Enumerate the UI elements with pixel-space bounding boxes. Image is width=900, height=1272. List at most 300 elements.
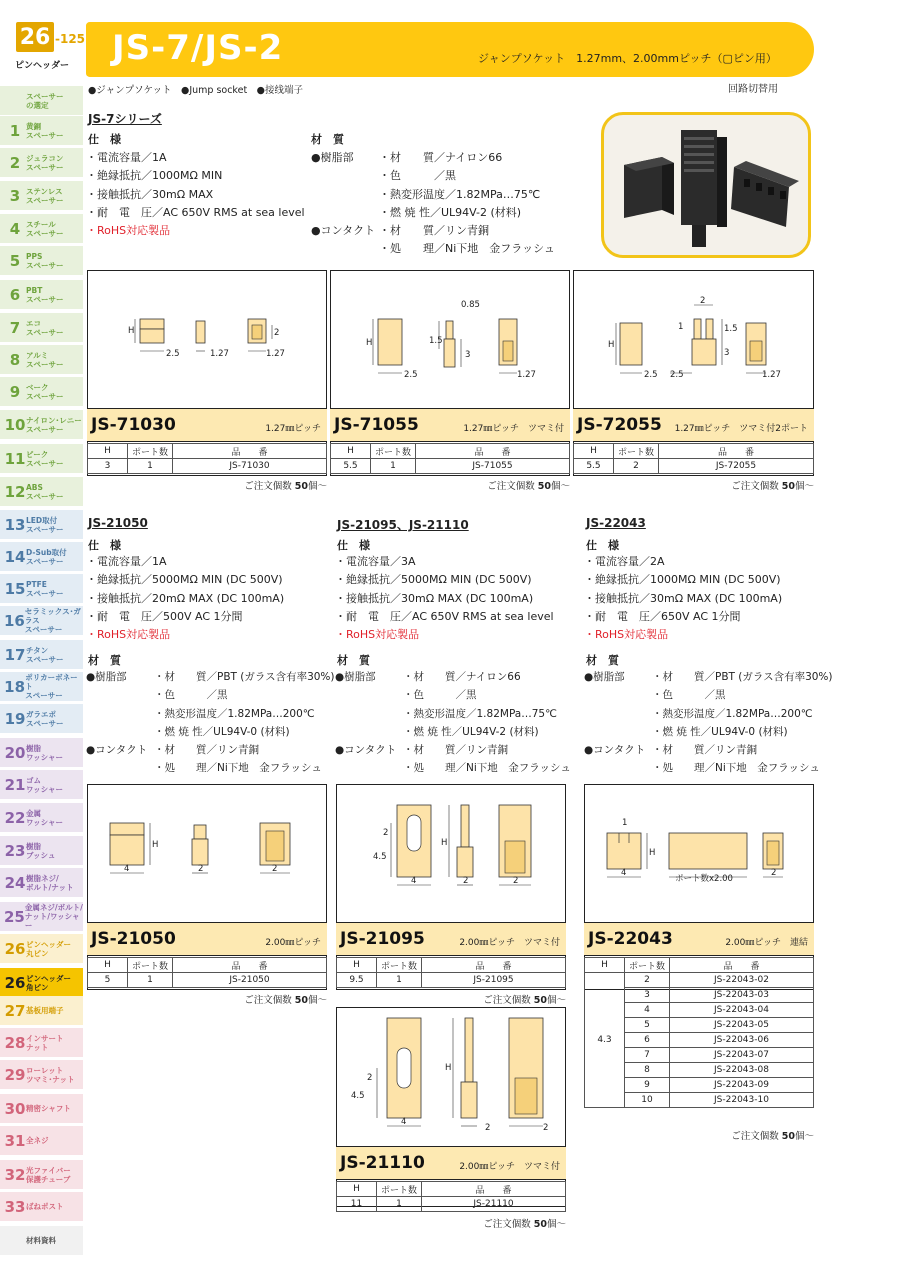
spec-line: ・接触抵抗／30mΩ MAX (DC 100mA) bbox=[335, 591, 534, 605]
sidebar-item-label: 樹脂 ブッシュ bbox=[26, 841, 56, 860]
th-ports: ポート数 bbox=[128, 958, 173, 973]
material-value: ・色 ／黒 bbox=[403, 689, 477, 702]
spec-line: ・電流容量／3A bbox=[335, 555, 416, 568]
dim-h: H bbox=[445, 1063, 452, 1073]
sidebar-item-number: 15 bbox=[4, 579, 26, 598]
series-title: JS-21095、JS-21110 bbox=[337, 518, 469, 532]
sidebar-item-label: PBT スペーサー bbox=[26, 285, 64, 304]
part-number: JS-21110 bbox=[340, 1153, 425, 1173]
sidebar-item[interactable] bbox=[0, 934, 83, 964]
sidebar-item[interactable] bbox=[0, 377, 83, 407]
spec-label: 仕 様 bbox=[586, 539, 619, 552]
material-part: ●樹脂部 bbox=[311, 151, 354, 164]
material-part bbox=[311, 240, 379, 258]
keyword-bullets: ●ジャンプソケット ●Jump socket ●接线端子 bbox=[88, 85, 303, 96]
material-value: ・処 理／Ni下地 金フラッシュ bbox=[652, 762, 820, 775]
dim-3: 3 bbox=[724, 348, 730, 358]
part-bar-js21110 bbox=[336, 1146, 566, 1180]
th-ports: ポート数 bbox=[371, 444, 416, 459]
material-value: ・材 質／PBT (ガラス含有率30%) bbox=[154, 671, 335, 683]
sidebar-item-number: 26 bbox=[4, 939, 26, 958]
th-pn: 品 番 bbox=[173, 958, 327, 973]
dim-2: 2 bbox=[771, 868, 777, 878]
part-pitch: 1.27㎜ピッチ ツマミ付 bbox=[463, 424, 564, 434]
sidebar-item-label: ステンレス スペーサー bbox=[26, 186, 64, 205]
th-h: H bbox=[337, 958, 377, 973]
table-js21110 bbox=[336, 1181, 566, 1212]
sidebar-item[interactable] bbox=[0, 704, 83, 734]
sidebar-item-label: 金属 ワッシャー bbox=[26, 808, 63, 827]
sidebar-item-number: 1 bbox=[9, 121, 21, 140]
spec-list bbox=[86, 553, 284, 644]
sidebar-item-number: 19 bbox=[4, 709, 26, 728]
sidebar-item[interactable] bbox=[0, 510, 83, 540]
material-line bbox=[584, 723, 833, 741]
th-h: H bbox=[337, 1182, 377, 1197]
dim-2-5: 2.5 bbox=[404, 370, 418, 380]
dim-2: 2 bbox=[198, 864, 204, 874]
sidebar-item[interactable] bbox=[0, 868, 83, 898]
sidebar-item-number: 25 bbox=[4, 907, 25, 926]
sidebar-item-number: 30 bbox=[4, 1099, 26, 1118]
rohs-note: ・RoHS対応製品 bbox=[86, 224, 171, 238]
dim-4: 4 bbox=[411, 876, 417, 886]
js7-spec-list bbox=[86, 149, 305, 240]
material-value: ・色 ／黒 bbox=[379, 169, 456, 183]
order-note: ご注文個数 50個～ bbox=[487, 481, 570, 492]
part-number: JS-71055 bbox=[334, 415, 419, 435]
sidebar-item[interactable] bbox=[0, 1226, 83, 1256]
sidebar-item[interactable] bbox=[0, 770, 83, 800]
material-part bbox=[335, 759, 403, 777]
sidebar-item[interactable] bbox=[0, 996, 83, 1026]
sidebar-item[interactable] bbox=[0, 574, 83, 604]
dim-2c: 2 bbox=[543, 1123, 549, 1133]
spec-label: 仕 様 bbox=[337, 539, 370, 552]
sidebar-item-number: 10 bbox=[4, 415, 26, 434]
sidebar-item-label: ばねポスト bbox=[26, 1202, 64, 1211]
material-value: ・燃 焼 性／UL94V-0 (材料) bbox=[652, 725, 788, 738]
part-bar-js71055 bbox=[330, 408, 570, 442]
material-line bbox=[335, 668, 571, 686]
dim-2: 2 bbox=[367, 1073, 373, 1083]
sidebar-item[interactable] bbox=[0, 1126, 83, 1156]
sidebar-item-label: PTFE スペーサー bbox=[26, 579, 64, 598]
height-cell: 4.3 bbox=[585, 973, 625, 1108]
sidebar-item[interactable] bbox=[0, 1028, 83, 1058]
spec-line: ・電流容量／2A bbox=[584, 555, 665, 568]
material-label: 材 質 bbox=[586, 654, 619, 667]
sidebar-item-label: 黄銅 スペーサー bbox=[26, 121, 64, 140]
page-number: 26 bbox=[16, 22, 54, 52]
th-pn: 品 番 bbox=[422, 958, 566, 973]
dim-1: 1 bbox=[622, 818, 628, 828]
material-part bbox=[86, 759, 154, 777]
spec-line: ・耐 電 圧／AC 650V RMS at sea level bbox=[335, 609, 554, 623]
order-note: ご注文個数 50個～ bbox=[244, 995, 327, 1006]
th-pn: 品 番 bbox=[416, 444, 570, 459]
material-value: ・材 質／ナイロン66 bbox=[379, 151, 503, 164]
sidebar-item-number: 16 bbox=[4, 611, 25, 630]
sidebar-item-label: 樹脂ネジ/ ボルト/ナット bbox=[26, 873, 74, 892]
material-line bbox=[335, 741, 571, 759]
dim-1-27: 1.27 bbox=[762, 370, 781, 380]
sidebar-item-label: ガラエポ スペーサー bbox=[26, 709, 64, 728]
material-value: ・燃 焼 性／UL94V-0 (材料) bbox=[154, 725, 290, 738]
th-h: H bbox=[331, 444, 371, 459]
material-part bbox=[335, 705, 403, 723]
sidebar-item-label: ピーク スペーサー bbox=[26, 449, 64, 468]
part-bar-js21095 bbox=[336, 922, 566, 956]
material-line bbox=[584, 705, 833, 723]
dim-ports: ポート数x2.00 bbox=[675, 874, 733, 884]
dim-4: 4 bbox=[621, 868, 627, 878]
material-value: ・燃 焼 性／UL94V-2 (材料) bbox=[403, 725, 539, 738]
dim-2b: 2 bbox=[463, 876, 469, 886]
part-pitch: 2.00㎜ピッチ ツマミ付 bbox=[459, 938, 560, 948]
part-bar-js21050 bbox=[87, 922, 327, 956]
material-value: ・処 理／Ni下地 金フラッシュ bbox=[154, 762, 322, 775]
spec-line: ・電流容量／1A bbox=[86, 151, 167, 164]
material-line bbox=[311, 149, 555, 167]
sidebar-item[interactable] bbox=[0, 477, 83, 507]
material-part bbox=[311, 204, 379, 222]
material-value: ・材 質／PBT (ガラス含有率30%) bbox=[652, 671, 833, 683]
sidebar-item[interactable] bbox=[0, 1160, 83, 1190]
dim-0-85: 0.85 bbox=[461, 300, 480, 310]
order-note: ご注文個数 50個～ bbox=[731, 1131, 814, 1142]
sidebar-item[interactable] bbox=[0, 836, 83, 866]
th-pn: 品 番 bbox=[173, 444, 327, 459]
dim-1-5: 1.5 bbox=[429, 336, 443, 346]
sidebar-item-label: 材料資料 bbox=[26, 1236, 56, 1245]
material-line bbox=[335, 723, 571, 741]
js7-series-title: JS-7シリーズ bbox=[88, 112, 162, 126]
sidebar-item-number: 29 bbox=[4, 1065, 26, 1084]
sidebar-item-label: ABS スペーサー bbox=[26, 482, 64, 501]
material-part bbox=[584, 723, 652, 741]
table-row: 3 JS-22043-03 bbox=[585, 988, 814, 1003]
sidebar-item-number: 5 bbox=[9, 251, 21, 270]
material-line bbox=[86, 723, 335, 741]
material-part bbox=[86, 723, 154, 741]
sidebar-item-number: 8 bbox=[9, 350, 21, 369]
dim-2-5b: 2.5 bbox=[670, 370, 684, 380]
sidebar-item-number: 14 bbox=[4, 547, 26, 566]
sidebar-item[interactable] bbox=[0, 280, 83, 310]
sidebar-item-number: 18 bbox=[4, 677, 26, 696]
table-row: 10 JS-22043-10 bbox=[585, 1093, 814, 1108]
material-line bbox=[311, 222, 555, 240]
dim-4: 4 bbox=[124, 864, 130, 874]
part-pitch: 1.27㎜ピッチ bbox=[265, 424, 321, 434]
dim-h: H bbox=[366, 338, 373, 348]
table-row: 5.5 2 JS-72055 bbox=[574, 459, 814, 474]
sidebar-item-number: 24 bbox=[4, 873, 26, 892]
material-line bbox=[311, 204, 555, 222]
sidebar-item[interactable] bbox=[0, 246, 83, 276]
sidebar-item[interactable] bbox=[0, 86, 83, 116]
sidebar-item-label: 金属ネジ/ボルト/ ナット/ワッシャー bbox=[24, 903, 83, 930]
sidebar-item[interactable] bbox=[0, 672, 83, 702]
material-line bbox=[584, 686, 833, 704]
dim-4-5: 4.5 bbox=[373, 852, 387, 862]
material-line bbox=[86, 759, 335, 777]
table-js71055 bbox=[330, 443, 570, 474]
sidebar-item-label: ゴム ワッシャー bbox=[26, 775, 63, 794]
material-value: ・材 質／リン青銅 bbox=[379, 224, 489, 238]
dim-2b: 2 bbox=[272, 864, 278, 874]
material-value: ・処 理／Ni下地 金フラッシュ bbox=[379, 242, 555, 256]
material-line bbox=[584, 759, 833, 777]
material-part: ●樹脂部 bbox=[335, 671, 376, 683]
sidebar-item-number: 13 bbox=[4, 515, 26, 534]
sidebar-item[interactable] bbox=[0, 1060, 83, 1090]
material-list bbox=[584, 668, 833, 778]
material-line bbox=[311, 186, 555, 204]
material-value: ・材 質／リン青銅 bbox=[652, 744, 757, 757]
material-part bbox=[584, 759, 652, 777]
material-part bbox=[86, 686, 154, 704]
sidebar-item[interactable] bbox=[0, 313, 83, 343]
sidebar-item[interactable] bbox=[0, 542, 83, 572]
spec-label: 仕 様 bbox=[88, 539, 121, 552]
sidebar-item-label: チタン スペーサー bbox=[26, 645, 64, 664]
dim-h: H bbox=[608, 340, 615, 350]
sidebar-item-label: 樹脂 ワッシャー bbox=[26, 743, 63, 762]
sidebar-item-label: LED取付 スペーサー bbox=[26, 515, 64, 534]
material-value: ・燃 焼 性／UL94V-2 (材料) bbox=[379, 205, 522, 219]
material-label: 材 質 bbox=[337, 654, 370, 667]
spec-line: ・耐 電 圧／500V AC 1分間 bbox=[86, 609, 243, 623]
table-row: 6 JS-22043-06 bbox=[585, 1033, 814, 1048]
dim-2: 2 bbox=[383, 828, 389, 838]
dim-h: H bbox=[441, 838, 448, 848]
table-row: 5 JS-22043-05 bbox=[585, 1018, 814, 1033]
category-label: ピンヘッダー bbox=[15, 61, 70, 71]
material-line bbox=[86, 705, 335, 723]
table-row: 4 JS-22043-04 bbox=[585, 1003, 814, 1018]
sidebar-item-number: 27 bbox=[4, 1001, 26, 1020]
sidebar-item-number: 28 bbox=[4, 1033, 26, 1052]
usage-label: 回路切替用 bbox=[728, 84, 778, 95]
sidebar-item-number: 7 bbox=[9, 318, 21, 337]
table-row: 5 1 JS-21050 bbox=[88, 973, 327, 988]
material-part bbox=[86, 705, 154, 723]
part-number: JS-72055 bbox=[577, 415, 662, 435]
sidebar-item[interactable] bbox=[0, 640, 83, 670]
material-part: ●コンタクト bbox=[311, 224, 376, 238]
sidebar bbox=[0, 0, 86, 1272]
sidebar-item[interactable] bbox=[0, 116, 83, 146]
spec-line: ・絶縁抵抗／1000MΩ MIN (DC 500V) bbox=[584, 573, 781, 587]
page-subtitle: ジャンプソケット 1.27mm、2.00mmピッチ（▢ピン用） bbox=[478, 52, 777, 65]
table-js72055 bbox=[573, 443, 814, 474]
th-ports: ポート数 bbox=[614, 444, 659, 459]
sidebar-item-label: ジュラコン スペーサー bbox=[26, 153, 64, 172]
sidebar-item-number: 33 bbox=[4, 1197, 26, 1216]
material-value: ・色 ／黒 bbox=[154, 689, 228, 702]
sidebar-item-label: インサート ナット bbox=[26, 1033, 64, 1052]
sidebar-item-label: 全ネジ bbox=[26, 1136, 49, 1145]
js7-material-label: 材 質 bbox=[311, 133, 344, 146]
dim-2: 2 bbox=[700, 296, 706, 306]
dim-2b: 2 bbox=[485, 1123, 491, 1133]
dim-1-27: 1.27 bbox=[210, 349, 229, 359]
sidebar-item[interactable] bbox=[0, 902, 83, 932]
material-part: ●コンタクト bbox=[86, 744, 148, 757]
spec-list bbox=[584, 553, 782, 644]
spec-line: ・電流容量／1A bbox=[86, 555, 167, 568]
sidebar-item-label: 光ファイバー 保護チューブ bbox=[26, 1165, 71, 1184]
dim-4: 4 bbox=[401, 1117, 407, 1127]
part-pitch: 2.00㎜ピッチ 連結 bbox=[725, 938, 808, 948]
sidebar-item[interactable] bbox=[0, 1192, 83, 1222]
material-value: ・熱変形温度／1.82MPa…75℃ bbox=[403, 707, 557, 720]
dim-2: 2 bbox=[274, 328, 280, 338]
sidebar-item-label: 精密シャフト bbox=[26, 1104, 71, 1113]
material-value: ・色 ／黒 bbox=[652, 689, 726, 702]
sidebar-item-label: D-Sub取付 スペーサー bbox=[26, 547, 67, 566]
table-row: 5.5 1 JS-71055 bbox=[331, 459, 570, 474]
dim-1-5: 1.5 bbox=[724, 324, 738, 334]
sidebar-item[interactable] bbox=[0, 803, 83, 833]
dim-1-27: 1.27 bbox=[517, 370, 536, 380]
sidebar-item-number: 4 bbox=[9, 219, 21, 238]
dim-1: 1 bbox=[678, 322, 684, 332]
sidebar-item-number: 9 bbox=[9, 382, 21, 401]
sidebar-item-label: ベーク スペーサー bbox=[26, 382, 64, 401]
material-part: ●コンタクト bbox=[584, 744, 646, 757]
part-number: JS-21095 bbox=[340, 929, 425, 949]
dim-2-5: 2.5 bbox=[166, 349, 180, 359]
material-value: ・熱変形温度／1.82MPa…75℃ bbox=[379, 187, 541, 201]
series-title: JS-22043 bbox=[586, 516, 646, 530]
table-js22043 bbox=[584, 957, 814, 1108]
material-line bbox=[335, 686, 571, 704]
sidebar-item[interactable] bbox=[0, 410, 83, 440]
sidebar-item[interactable] bbox=[0, 444, 83, 474]
order-note: ご注文個数 50個～ bbox=[731, 481, 814, 492]
th-pn: 品 番 bbox=[670, 958, 814, 973]
table-row: 9 JS-22043-09 bbox=[585, 1078, 814, 1093]
spec-line: ・接触抵抗／30mΩ MAX (DC 100mA) bbox=[584, 591, 783, 605]
sidebar-item[interactable] bbox=[0, 1094, 83, 1124]
spec-line: ・絶縁抵抗／5000MΩ MIN (DC 500V) bbox=[86, 573, 283, 587]
sidebar-item-number: 6 bbox=[9, 285, 21, 304]
page-title: JS-7/JS-2 bbox=[112, 28, 284, 68]
part-bar-js71030 bbox=[87, 408, 327, 442]
material-part: ●樹脂部 bbox=[584, 671, 625, 683]
material-line bbox=[584, 741, 833, 759]
part-number: JS-21050 bbox=[91, 929, 176, 949]
sidebar-item-label: ピンヘッダー 丸ピン bbox=[26, 939, 71, 958]
material-part bbox=[335, 723, 403, 741]
th-h: H bbox=[88, 444, 128, 459]
dim-h: H bbox=[649, 848, 656, 858]
th-ports: ポート数 bbox=[377, 958, 422, 973]
sidebar-item-label: エコ スペーサー bbox=[26, 318, 64, 337]
spec-line: ・耐 電 圧／650V AC 1分間 bbox=[584, 609, 741, 623]
table-js21095 bbox=[336, 957, 566, 988]
sidebar-item-number: 20 bbox=[4, 743, 26, 762]
sidebar-item[interactable] bbox=[0, 214, 83, 244]
sidebar-item-label: 基板用端子 bbox=[26, 1006, 64, 1015]
series-title: JS-21050 bbox=[88, 516, 148, 530]
js7-spec-label: 仕 様 bbox=[88, 133, 121, 146]
th-ports: ポート数 bbox=[377, 1182, 422, 1197]
sidebar-item[interactable] bbox=[0, 345, 83, 375]
sidebar-item-number: 22 bbox=[4, 808, 26, 827]
material-part bbox=[335, 686, 403, 704]
material-part: ●コンタクト bbox=[335, 744, 397, 757]
spec-line: ・絶縁抵抗／5000MΩ MIN (DC 500V) bbox=[335, 573, 532, 587]
material-part: ●樹脂部 bbox=[86, 671, 127, 683]
material-line bbox=[335, 705, 571, 723]
sidebar-item[interactable] bbox=[0, 738, 83, 768]
material-value: ・材 質／リン青銅 bbox=[403, 744, 508, 757]
rohs-note: ・RoHS対応製品 bbox=[86, 628, 171, 642]
material-list bbox=[335, 668, 571, 778]
material-value: ・材 質／リン青銅 bbox=[154, 744, 259, 757]
material-part bbox=[584, 705, 652, 723]
material-line bbox=[311, 167, 555, 185]
sidebar-item-label: ピンヘッダー 角ピン bbox=[26, 973, 71, 992]
material-part bbox=[584, 686, 652, 704]
table-row: 9.5 1 JS-21095 bbox=[337, 973, 566, 988]
dim-2c: 2 bbox=[513, 876, 519, 886]
sidebar-item[interactable] bbox=[0, 606, 83, 636]
sidebar-item[interactable] bbox=[0, 148, 83, 178]
sidebar-item[interactable] bbox=[0, 968, 83, 998]
rohs-note: ・RoHS対応製品 bbox=[335, 628, 420, 642]
table-row: 8 JS-22043-08 bbox=[585, 1063, 814, 1078]
dim-4-5: 4.5 bbox=[351, 1091, 365, 1101]
dim-3: 3 bbox=[465, 350, 471, 360]
product-photo bbox=[601, 112, 811, 258]
material-line bbox=[584, 668, 833, 686]
sidebar-item-label: ナイロン･レニー スペーサー bbox=[26, 415, 82, 434]
th-ports: ポート数 bbox=[128, 444, 173, 459]
js7-material-list bbox=[311, 149, 555, 259]
part-pitch: 1.27㎜ピッチ ツマミ付2ポート bbox=[674, 424, 808, 434]
sidebar-item[interactable] bbox=[0, 181, 83, 211]
table-js21050 bbox=[87, 957, 327, 988]
sidebar-item-label: ローレット ツマミ･ナット bbox=[26, 1065, 75, 1084]
sidebar-item-label: セラミックス･ガラス スペーサー bbox=[24, 607, 81, 634]
th-h: H bbox=[585, 958, 625, 973]
dim-2-5: 2.5 bbox=[644, 370, 658, 380]
th-pn: 品 番 bbox=[422, 1182, 566, 1197]
material-label: 材 質 bbox=[88, 654, 121, 667]
spec-line: ・接触抵抗／30mΩ MAX bbox=[86, 187, 214, 201]
dim-h: H bbox=[128, 326, 135, 336]
sidebar-item-number: 23 bbox=[4, 841, 26, 860]
table-row: 7 JS-22043-07 bbox=[585, 1048, 814, 1063]
sidebar-item-label: スペーサー の選定 bbox=[26, 91, 64, 110]
spec-line: ・接触抵抗／20mΩ MAX (DC 100mA) bbox=[86, 591, 285, 605]
material-value: ・材 質／ナイロン66 bbox=[403, 671, 521, 683]
table-js71030 bbox=[87, 443, 327, 474]
page-range: -125 bbox=[55, 32, 86, 46]
part-bar-js72055 bbox=[573, 408, 814, 442]
sidebar-item-number: 12 bbox=[4, 482, 26, 501]
order-note: ご注文個数 50個～ bbox=[483, 995, 566, 1006]
material-line bbox=[311, 240, 555, 258]
table-row: 4.3 2 JS-22043-02 bbox=[585, 973, 814, 988]
sidebar-item-number: 26 bbox=[4, 973, 26, 992]
sidebar-item-number: 2 bbox=[9, 153, 21, 172]
